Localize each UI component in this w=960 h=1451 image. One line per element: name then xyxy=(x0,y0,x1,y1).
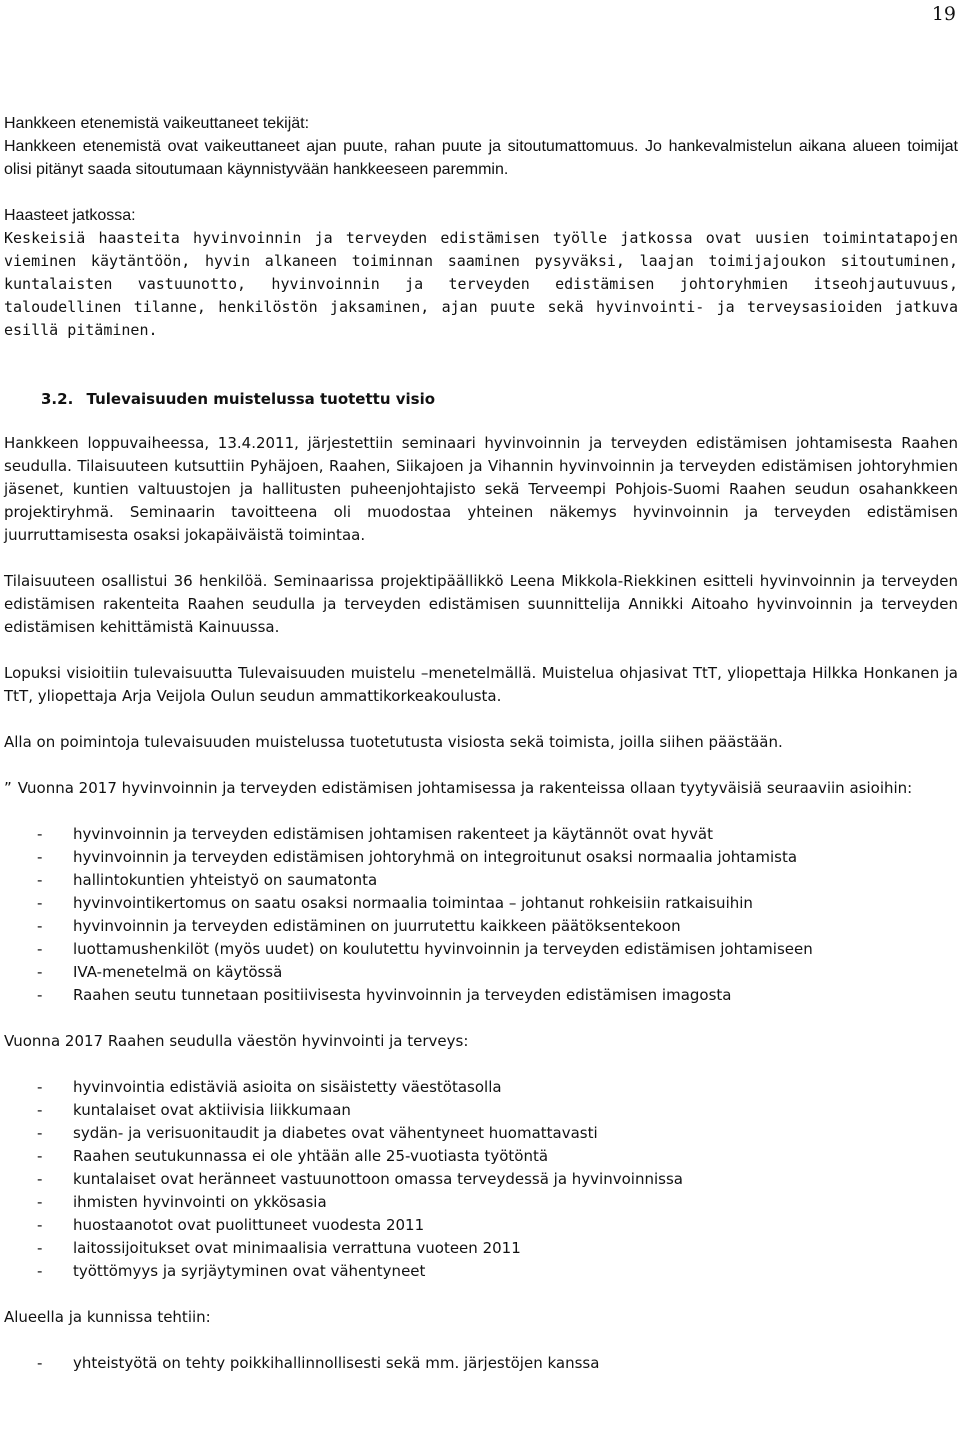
list-dash: - xyxy=(37,986,43,1004)
spacer xyxy=(4,800,958,823)
list-item-text: ihmisten hyvinvointi on ykkösasia xyxy=(73,1193,327,1211)
list-item xyxy=(4,1260,958,1283)
list-item xyxy=(4,938,958,961)
actions-list xyxy=(4,1352,958,1375)
list-item-text: kuntalaiset ovat aktiivisia liikkumaan xyxy=(73,1101,351,1119)
paragraph-5-text: Vuonna 2017 hyvinvoinnin ja terveyden edistämisen johtamisessa ja rakenteissa ollaan tyytyväisiä seuraaviin asioihin: xyxy=(17,779,913,797)
document-content xyxy=(4,112,958,1375)
spacer xyxy=(4,1329,958,1352)
list-item xyxy=(4,1076,958,1099)
section-number: 3.2. xyxy=(41,390,74,408)
spacer xyxy=(4,342,958,388)
list-item-text: hyvinvoinnin ja terveyden edistäminen on juurrutettu kaikkeen päätöksentekoon xyxy=(73,917,681,935)
list-dash: - xyxy=(37,1354,43,1372)
list-dash: - xyxy=(37,1170,43,1188)
list-dash: - xyxy=(37,963,43,981)
list-item xyxy=(4,869,958,892)
list-item xyxy=(4,846,958,869)
paragraph-3: Lopuksi visioitiin tulevaisuutta Tulevaisuuden muistelu –menetelmällä. Muistelua ohjasivat TtT, yliopettaja Hilkka Honkanen ja TtT, yliopettaja Arja Veijola Oulun seudun ammattikorkeakoulusta. xyxy=(4,664,958,705)
list-dash: - xyxy=(37,1216,43,1234)
intro-heading: Hankkeen etenemistä vaikeuttaneet tekijät: xyxy=(4,115,310,132)
spacer xyxy=(4,547,958,570)
list-dash: - xyxy=(37,1147,43,1165)
spacer xyxy=(4,411,958,432)
paragraph-4: Alla on poimintoja tulevaisuuden muistelussa tuotetutusta visiosta sekä toimista, joilla siihen päästään. xyxy=(4,733,783,751)
paragraph-2: Tilaisuuteen osallistui 36 henkilöä. Seminaarissa projektipäällikkö Leena Mikkola-Riekkinen esitteli hyvinvoinnin ja terveyden edistämisen rakenteita Raahen seudulla ja terveyden edistämisen suunnittelija Annikki Aitoaho hyvinvoinnin ja terveyden edistämisen kehittämistä Kainuussa. xyxy=(4,572,958,636)
challenges-text: Keskeisiä haasteita hyvinvoinnin ja terveyden edistämisen työlle jatkossa ovat uusien toimintatapojen vieminen käytäntöön, hyvin alkaneen toiminnan saaminen pysyväksi, laajan toimijajoukon sitoutuminen, kuntalaisten vastuunotto, hyvinvoinnin ja terveyden edistämisen johtoryhmien itseohjautuvuus, taloudellinen tilanne, henkilöstön jaksaminen, ajan puute sekä hyvinvointi- ja terveysasioiden jatkuva esillä pitäminen. xyxy=(4,229,958,339)
list-dash: - xyxy=(37,1078,43,1096)
population-list xyxy=(4,1076,958,1283)
list-item xyxy=(4,823,958,846)
intro-text: Hankkeen etenemistä ovat vaikeuttaneet ajan puute, rahan puute ja sitoutumattomuus. Jo hankevalmistelun aikana alueen toimijat olisi pitänyt saada sitoutumaan käynnistyvään hankkeeseen paremmin. xyxy=(4,138,958,178)
list-dash: - xyxy=(37,1193,43,1211)
spacer xyxy=(4,639,958,662)
list-dash: - xyxy=(37,1239,43,1257)
list-item-text: hyvinvoinnin ja terveyden edistämisen johtoryhmä on integroitunut osaksi normaalia johtamista xyxy=(73,848,798,866)
list-item xyxy=(4,1099,958,1122)
spacer xyxy=(4,181,958,204)
list-item xyxy=(4,892,958,915)
spacer xyxy=(4,708,958,731)
list-dash: - xyxy=(37,894,43,912)
challenges-heading: Haasteet jatkossa: xyxy=(4,207,136,224)
list-dash: - xyxy=(37,825,43,843)
list-dash: - xyxy=(37,1101,43,1119)
list-dash: - xyxy=(37,848,43,866)
spacer xyxy=(4,754,958,777)
list-item-text: Raahen seutu tunnetaan positiivisesta hyvinvoinnin ja terveyden edistämisen imagosta xyxy=(73,986,732,1004)
list-item xyxy=(4,1122,958,1145)
list-dash: - xyxy=(37,1124,43,1142)
paragraph-1: Hankkeen loppuvaiheessa, 13.4.2011, järjestettiin seminaari hyvinvoinnin ja terveyden edistämisen johtamisesta Raahen seudulla. Tilaisuuteen kutsuttiin Pyhäjoen, Raahen, Siikajoen ja Vihannin hyvinvoinnin ja terveyden edistämisen johtoryhmien jäsenet, kuntien valtuustojen ja hallitusten puheenjohtajisto sekä Terveempi Pohjois-Suomi Raahen seudun osahankkeen projektiryhmä. Seminaarin tavoitteena oli muodostaa yhteinen näkemys hyvinvoinnin ja terveyden edistämisen juurruttamisesta osaksi jokapäiväistä toimintaa. xyxy=(4,434,958,544)
section-title: Tulevaisuuden muistelussa tuotettu visio xyxy=(86,390,436,408)
list-item xyxy=(4,1145,958,1168)
list-dash: - xyxy=(37,871,43,889)
list-item xyxy=(4,1214,958,1237)
list-dash: - xyxy=(37,1262,43,1280)
list-item-text: Raahen seutukunnassa ei ole yhtään alle 25-vuotiasta työtöntä xyxy=(73,1147,549,1165)
list-item-text: hallintokuntien yhteistyö on saumatonta xyxy=(73,871,378,889)
page-number: 19 xyxy=(931,3,956,25)
list-item-text: työttömyys ja syrjäytyminen ovat vähentyneet xyxy=(73,1262,426,1280)
spacer xyxy=(4,1283,958,1306)
list-item xyxy=(4,1191,958,1214)
list-item-text: luottamushenkilöt (myös uudet) on koulutettu hyvinvoinnin ja terveyden edistämisen johtamiseen xyxy=(73,940,813,958)
list-3-heading: Alueella ja kunnissa tehtiin: xyxy=(4,1308,211,1326)
list-item xyxy=(4,1237,958,1260)
list-item-text: IVA-menetelmä on käytössä xyxy=(73,963,283,981)
list-item-text: hyvinvointikertomus on saatu osaksi normaalia toimintaa – johtanut rohkeisiin ratkaisuihin xyxy=(73,894,753,912)
quote-mark: ” xyxy=(4,779,12,797)
paragraph-5 xyxy=(4,777,958,800)
list-item xyxy=(4,1168,958,1191)
list-item-text: laitossijoitukset ovat minimaalisia verrattuna vuoteen 2011 xyxy=(73,1239,521,1257)
list-item xyxy=(4,984,958,1007)
list-item-text: yhteistyötä on tehty poikkihallinnollisesti sekä mm. järjestöjen kanssa xyxy=(73,1354,600,1372)
spacer xyxy=(4,1053,958,1076)
list-item-text: huostaanotot ovat puolittuneet vuodesta 2011 xyxy=(73,1216,425,1234)
list-item-text: hyvinvoinnin ja terveyden edistämisen johtamisen rakenteet ja käytännöt ovat hyvät xyxy=(73,825,713,843)
list-dash: - xyxy=(37,917,43,935)
list-item-text: kuntalaiset ovat heränneet vastuunottoon omassa terveydessä ja hyvinvoinnissa xyxy=(73,1170,683,1188)
vision-list xyxy=(4,823,958,1007)
list-item xyxy=(4,1352,958,1375)
list-item-text: hyvinvointia edistäviä asioita on sisäistetty väestötasolla xyxy=(73,1078,502,1096)
list-item-text: sydän- ja verisuonitaudit ja diabetes ovat vähentyneet huomattavasti xyxy=(73,1124,598,1142)
list-item xyxy=(4,915,958,938)
list-item xyxy=(4,961,958,984)
section-heading xyxy=(41,388,958,411)
spacer xyxy=(4,1007,958,1030)
list-2-heading: Vuonna 2017 Raahen seudulla väestön hyvinvointi ja terveys: xyxy=(4,1032,469,1050)
list-dash: - xyxy=(37,940,43,958)
